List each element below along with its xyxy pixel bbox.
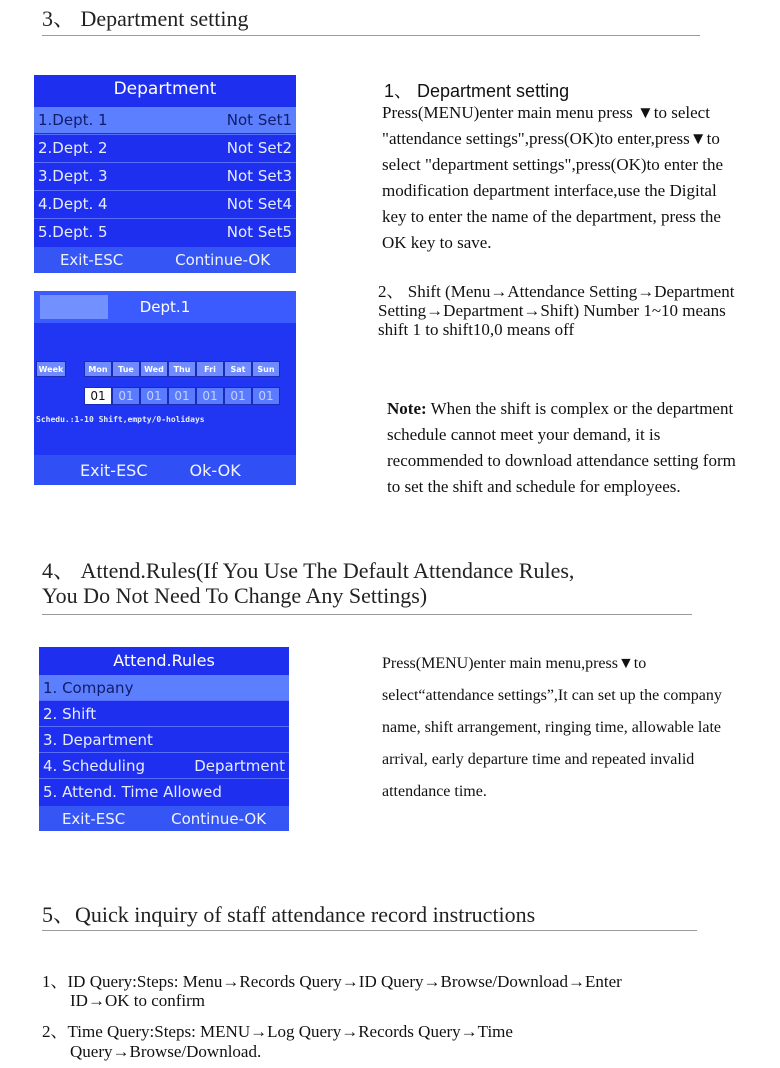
dept-item-4-value: Not Set4: [226, 195, 292, 213]
dept-item-4-label: 4.Dept. 4: [38, 195, 108, 213]
day-sat: Sat: [224, 361, 252, 377]
rules-item-shift[interactable]: [39, 701, 289, 726]
dept1-schedule-screen: [34, 291, 296, 485]
step-2-text: 2、 Shift (Menu→Attendance Setting→Department Setting→Department→Shift) Number 1~10 means shift 1 to shift10,0 means off: [378, 282, 735, 339]
section-5-heading: 5、Quick inquiry of staff attendance record instructions: [42, 902, 536, 927]
day-wed: Wed: [140, 361, 168, 377]
day-tue: Tue: [112, 361, 140, 377]
rules-item-value: Department: [194, 756, 285, 775]
id-query-line-2: ID→OK to confirm: [70, 991, 206, 1010]
dept-item-2-label: 2.Dept. 2: [38, 139, 108, 157]
section-4-heading-line-2: You Do Not Need To Change Any Settings): [42, 583, 428, 608]
dept1-title: Dept.1: [139, 298, 191, 316]
step-1-text: Press(MENU)enter main menu press ▼to select "attendance settings",press(OK)to enter,press▼to select "department settings",press(OK)to enter the modification department interface,use the Digital key to enter the name of the department, press the OK key to save.: [382, 103, 724, 252]
dept-item-3[interactable]: [34, 163, 296, 189]
dept-item-3-value: Not Set3: [226, 167, 292, 185]
exit-esc-button[interactable]: Exit-ESC: [59, 251, 124, 269]
shift-sat-input[interactable]: 01: [224, 387, 252, 405]
dept-item-2[interactable]: [34, 135, 296, 161]
time-query-line-1: 2、Time Query:Steps: MENU→Log Query→Records Query→Time: [42, 1022, 513, 1041]
rules-item-label: 5. Attend. Time Allowed: [43, 782, 222, 801]
dept-item-1[interactable]: [34, 107, 296, 133]
shift-fri-input[interactable]: 01: [196, 387, 224, 405]
note-label: Note:: [387, 399, 427, 418]
attend-rules-menu: [39, 647, 289, 831]
rules-item-label: 2. Shift: [43, 704, 97, 723]
rules-item-scheduling[interactable]: [39, 753, 289, 778]
note-text: When the shift is complex or the department schedule cannot meet your demand, it is recommended to download attendance setting form to set the shift and schedule for employees.: [387, 399, 736, 496]
department-panel-title: Department: [113, 79, 217, 99]
dept-item-5-label: 5.Dept. 5: [38, 223, 108, 241]
shift-wed-input[interactable]: 01: [140, 387, 168, 405]
dept1-footer: [34, 455, 296, 485]
rules-item-label: 4. Scheduling: [43, 756, 145, 775]
day-mon: Mon: [84, 361, 112, 377]
department-panel: [34, 75, 296, 273]
attend-rules-title: Attend.Rules: [113, 651, 215, 670]
rules-item-company[interactable]: [39, 675, 289, 700]
note-block: [387, 396, 743, 500]
dept1-exit-esc-button[interactable]: Exit-ESC: [80, 460, 148, 480]
dept-item-5[interactable]: [34, 219, 296, 245]
dept-item-4[interactable]: [34, 191, 296, 217]
rules-item-department[interactable]: [39, 727, 289, 752]
section-3-rule: [42, 35, 700, 36]
id-query-line-1: 1、ID Query:Steps: Menu→Records Query→ID Query→Browse/Download→Enter: [42, 972, 622, 991]
rules-item-attend-time[interactable]: [39, 779, 289, 804]
department-footer: [34, 247, 296, 273]
schedule-hint: Schedu.:1-10 Shift,empty/0-holidays: [36, 415, 205, 424]
day-thu: Thu: [168, 361, 196, 377]
step-1-title: 1、 Department setting: [384, 81, 570, 101]
time-query-line-2: Query→Browse/Download.: [70, 1042, 262, 1061]
attend-rules-footer: [39, 806, 289, 831]
rules-item-label: 3. Department: [43, 730, 153, 749]
dept1-ok-button[interactable]: Ok-OK: [189, 460, 241, 480]
shift-values-row: [84, 387, 280, 405]
shift-mon-input[interactable]: 01: [84, 387, 112, 405]
dept-item-1-value: Not Set1: [226, 111, 292, 129]
dept-item-2-value: Not Set2: [226, 139, 292, 157]
section-4-heading-line-1: 4、 Attend.Rules(If You Use The Default Attendance Rules,: [42, 558, 575, 583]
shift-sun-input[interactable]: 01: [252, 387, 280, 405]
attend-rules-text: Press(MENU)enter main menu,press▼to select“attendance settings”,It can set up the company name, shift arrangement, ringing time, allowable late arrival, early departure time and repeated invalid attendance time.: [382, 655, 722, 800]
week-label: Week: [36, 361, 66, 377]
rules-exit-esc-button[interactable]: Exit-ESC: [61, 809, 126, 828]
day-fri: Fri: [196, 361, 224, 377]
dept-item-3-label: 3.Dept. 3: [38, 167, 108, 185]
rules-continue-ok-button[interactable]: Continue-OK: [171, 809, 267, 828]
section-3-heading: 3、 Department setting: [42, 6, 249, 31]
dept-item-1-label: 1.Dept. 1: [38, 111, 108, 129]
dept-item-5-value: Not Set5: [226, 223, 292, 241]
day-sun: Sun: [252, 361, 280, 377]
section-4-rule: [42, 614, 692, 615]
shift-tue-input[interactable]: 01: [112, 387, 140, 405]
week-header-row: [36, 361, 280, 377]
shift-thu-input[interactable]: 01: [168, 387, 196, 405]
continue-ok-button[interactable]: Continue-OK: [175, 251, 271, 269]
section-5-rule: [42, 930, 697, 931]
rules-item-label: 1. Company: [43, 678, 134, 697]
